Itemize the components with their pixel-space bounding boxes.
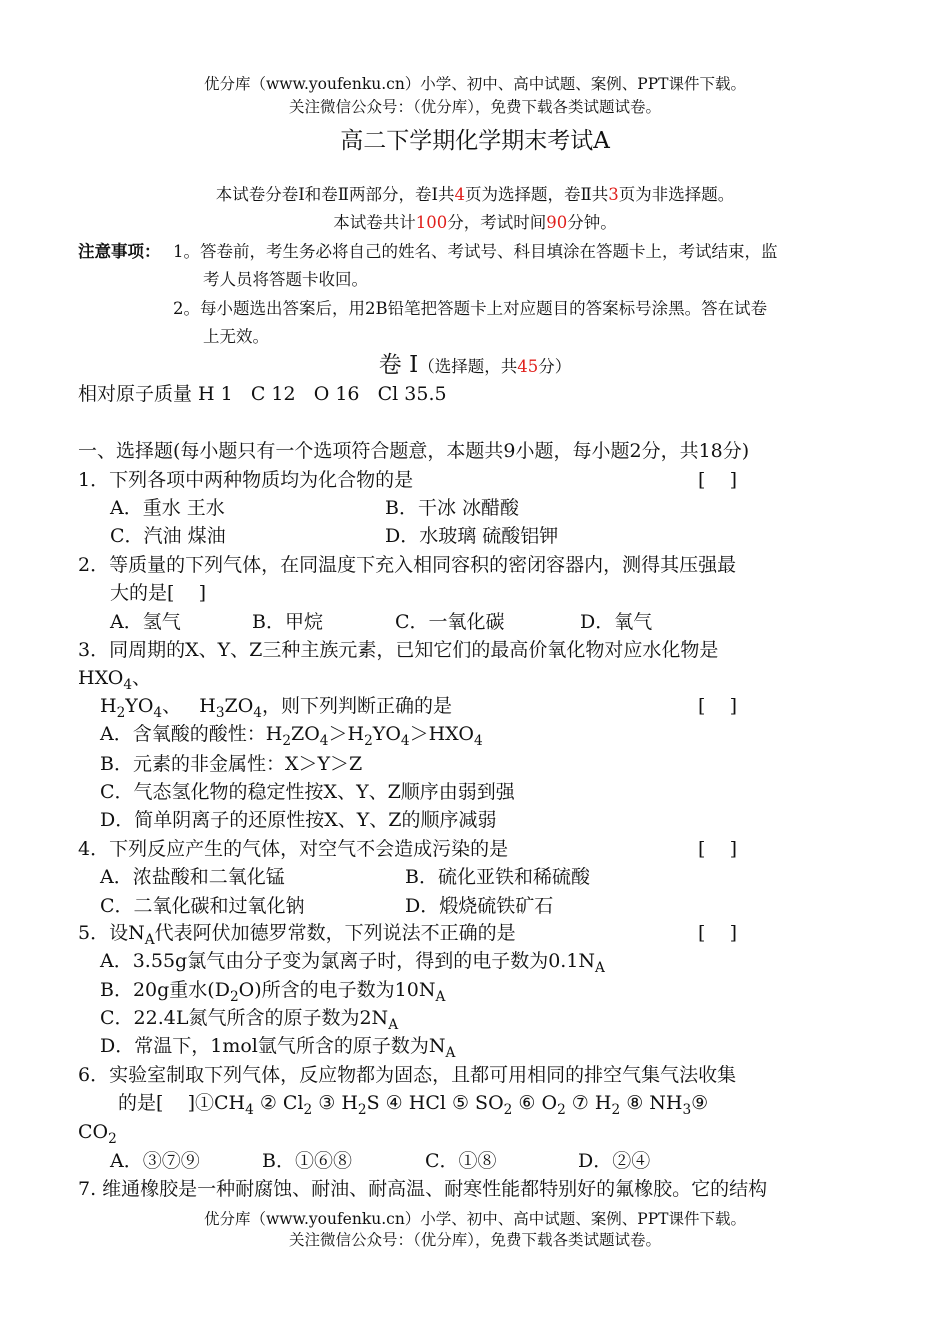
stem-part: 的是[ ]①CH <box>118 1092 246 1114</box>
option-d: D．水玻璃 硫酸铝钾 <box>385 525 559 547</box>
question-1-stem: 1．下列各项中两种物质均为化合物的是 <box>78 469 414 491</box>
note-2-line-2: 上无效。 <box>203 327 269 346</box>
option-a-label: A．含氧酸的酸性： <box>100 723 266 745</box>
formula-text: H <box>100 695 117 717</box>
option-c: C．汽油 煤油 <box>110 525 226 547</box>
option-d: D．氧气 <box>580 611 653 633</box>
option-a: A．③⑦⑨ <box>110 1150 200 1172</box>
option-d: D．常温下，1mol氩气所含的原子数为$N_A$ <box>100 1035 456 1061</box>
option-d: D．简单阴离子的还原性按X、Y、Z的顺序减弱 <box>100 809 497 831</box>
option-c: C．气态氢化物的稳定性按X、Y、Z顺序由弱到强 <box>100 781 515 803</box>
option-a: A．浓盐酸和二氧化锰 <box>100 866 285 888</box>
stem-part: 5．设N <box>78 922 145 944</box>
question-3-tail: ，则下列判断正确的是 <box>262 695 453 717</box>
option-text: B．20g重水(D <box>100 979 230 1001</box>
option-b: B．干冰 冰醋酸 <box>385 497 520 519</box>
question-2-stem: 2．等质量的下列气体，在同温度下充入相同容积的密闭容器内，测得其压强最 <box>78 554 737 576</box>
option-b: B．甲烷 <box>252 611 323 633</box>
question-5-stem: 5．设$N_A$代表阿伏加德罗常数，下列说法不正确的是 <box>78 922 516 948</box>
intro-number: 100 <box>415 213 448 232</box>
formula-text: HXO <box>78 667 124 689</box>
question-7-stem: 7. 维通橡胶是一种耐腐蚀、耐油、耐高温、耐寒性能都特别好的氟橡胶。它的结构 <box>78 1178 768 1200</box>
part-1-title: 一、选择题(每小题只有一个选项符合题意，本题共9小题，每小题2分，共18分) <box>78 440 750 462</box>
question-6-stem: 6．实验室制取下列气体，反应物都为固态，且都可用相同的排空气集气法收集 <box>78 1064 737 1086</box>
option-a: A．3.55g氯气由分子变为氯离子时，得到的电子数为$0.1N_A$ <box>100 950 605 976</box>
question-4-stem: 4．下列反应产生的气体，对空气不会造成污染的是 <box>78 838 509 860</box>
intro-text: 分钟。 <box>567 213 617 232</box>
option-a: A．氢气 <box>110 611 181 633</box>
answer-bracket: [ ] <box>698 695 737 717</box>
note-1-line-2: 考人员将答题卡收回。 <box>203 270 368 289</box>
intro-line-1 <box>0 187 950 204</box>
intro-number: 4 <box>454 185 466 204</box>
answer-bracket: [ ] <box>698 922 737 944</box>
question-6-stem-cont: 的是[ ]$①CH_4$ ② $Cl_2$ ③ $H_2S$ ④ HCl ⑤ $SO_2$ ⑥ $O_2$ ⑦ $H_2$ ⑧ $NH_3⑨$ <box>118 1092 709 1118</box>
atomic-mass-line: 相对原子质量 H 1 C 12 O 16 Cl 35.5 <box>78 383 447 405</box>
formula-text: H <box>199 695 216 717</box>
section-1-heading <box>0 354 950 377</box>
header-line-2: 关注微信公众号：（优分库），免费下载各类试题试卷。 <box>288 98 661 116</box>
option-b: B．元素的非金属性：X＞Y＞Z <box>100 753 363 775</box>
question-3-formula: $HXO_4$、 <box>78 667 152 693</box>
intro-line-2 <box>0 215 950 232</box>
section-1-points: 45 <box>517 357 539 376</box>
question-3-stem: 3．同周期的X、Y、Z三种主族元素，已知它们的最高价氧化物对应水化物是 <box>78 639 719 661</box>
question-2-stem-cont: 大的是[ ] <box>110 582 206 604</box>
intro-text: 本试卷分卷Ⅰ和卷Ⅱ两部分，卷Ⅰ共 <box>215 185 455 204</box>
intro-text: 本试卷共计 <box>333 213 416 232</box>
option-d: D．②④ <box>578 1150 651 1172</box>
option-d: D．煅烧硫铁矿石 <box>405 895 554 917</box>
option-text: A．3.55g氯气由分子变为氯离子时，得到的电子数为0.1N <box>100 950 596 972</box>
answer-bracket: [ ] <box>698 838 737 860</box>
section-1-sub: （选择题，共 <box>418 357 518 376</box>
notes-label: 注意事项： <box>78 242 161 261</box>
option-a: A．重水 王水 <box>110 497 225 519</box>
option-c: C．一氧化碳 <box>395 611 505 633</box>
note-2-line-1: 2。每小题选出答案后，用2B铅笔把答题卡上对应题目的答案标号涂黑。答在试卷 <box>173 299 768 318</box>
footer-line-2: 关注微信公众号：（优分库），免费下载各类试题试卷。 <box>288 1231 661 1249</box>
header-line-1: 优分库（www.youfenku.cn）小学、初中、高中试题、案例、PPT课件下载。 <box>203 75 747 93</box>
option-a: A．含氧酸的酸性：$H_2ZO_4>H_2YO_4>HXO_4$ <box>100 723 483 749</box>
option-text: O)所含的电子数为10N <box>238 979 436 1001</box>
section-1-title: 卷 Ⅰ <box>378 352 419 378</box>
option-c: C．①⑧ <box>425 1150 497 1172</box>
footer-line-1: 优分库（www.youfenku.cn）小学、初中、高中试题、案例、PPT课件下载。 <box>203 1210 747 1228</box>
note-1-line-1: 1。答卷前，考生务必将自己的姓名、考试号、科目填涂在答题卡上，考试结束，监 <box>173 242 778 261</box>
option-b: B．硫化亚铁和稀硫酸 <box>405 866 590 888</box>
option-c: C．二氧化碳和过氧化钠 <box>100 895 305 917</box>
question-3-formulas: $H_2YO_4$、 $H_3ZO_4$，则下列判断正确的是 <box>100 695 453 721</box>
option-c: C．22.4L氮气所含的原子数为$2N_A$ <box>100 1007 399 1033</box>
intro-text: 页为非选择题。 <box>618 185 735 204</box>
question-6-formula-co2: $CO_2$ <box>78 1121 117 1147</box>
intro-text: 页为选择题，卷Ⅱ共 <box>465 185 609 204</box>
option-b: B．20g重水$(D_2O)$所含的电子数为$10N_A$ <box>100 979 446 1005</box>
intro-text: 分，考试时间 <box>447 213 547 232</box>
option-text: D．常温下，1mol氩气所含的原子数为N <box>100 1035 446 1057</box>
answer-bracket: [ ] <box>698 469 737 491</box>
intro-number: 3 <box>608 185 619 204</box>
stem-part: 代表阿伏加德罗常数，下列说法不正确的是 <box>154 922 516 944</box>
section-1-sub-end: 分） <box>538 357 572 376</box>
intro-number: 90 <box>546 213 568 232</box>
option-text: C．22.4L氮气所含的原子数为2N <box>100 1007 389 1029</box>
option-b: B．①⑥⑧ <box>262 1150 352 1172</box>
page-title: 高二下学期化学期末考试A <box>340 128 610 154</box>
